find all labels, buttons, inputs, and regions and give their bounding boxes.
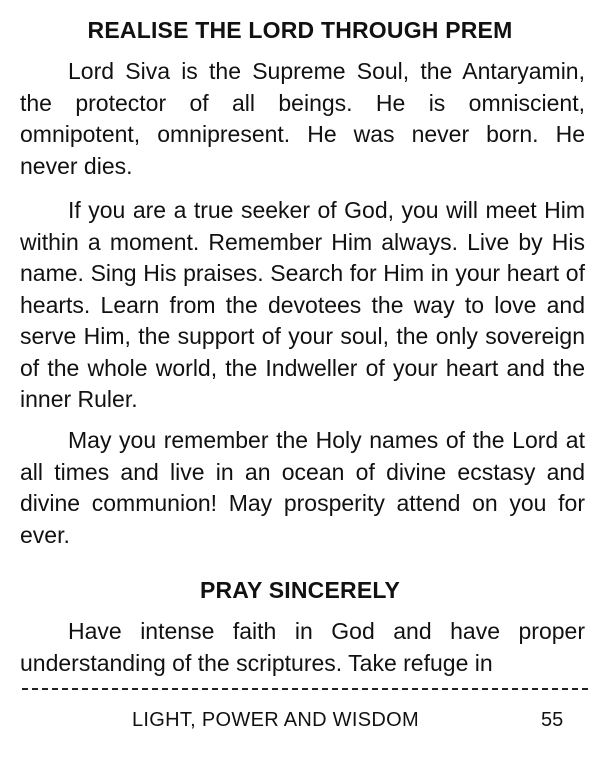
paragraph-holy-names: May you remember the Holy names of the Lord at all times and live in an ocean of divine ecstasy and divine communion! May prosperity attend on you for ever.	[20, 427, 585, 548]
footer-book-title: LIGHT, POWER AND WISDOM	[132, 709, 419, 731]
paragraph-true-seeker: If you are a true seeker of God, you will meet Him within a moment. Remember Him always. Live by His name. Sing His praises. Search for Him in your heart of hearts. Learn from the devotees the way to love and serve Him, the support of your soul, the only sovereign of the whole world, the Indweller of your heart and the inner Ruler.	[20, 197, 585, 412]
paragraph-block-4	[20, 616, 585, 679]
paragraph-block-3	[20, 425, 585, 551]
section-heading-realise-the-lord: REALISE THE LORD THROUGH PREM	[87, 17, 513, 43]
paragraph-intense-faith: Have intense faith in God and have proper understanding of the scriptures. Take refuge in	[20, 618, 585, 676]
footer-divider	[22, 688, 588, 690]
paragraph-block-1	[20, 56, 585, 182]
paragraph-lord-siva: Lord Siva is the Supreme Soul, the Antaryamin, the protector of all beings. He is omniscient, omnipotent, omnipresent. He was never born. He never dies.	[20, 58, 585, 179]
section-heading-pray-sincerely: PRAY SINCERELY	[199, 577, 401, 603]
footer-page-number: 55	[541, 709, 564, 731]
paragraph-block-2	[20, 195, 585, 416]
